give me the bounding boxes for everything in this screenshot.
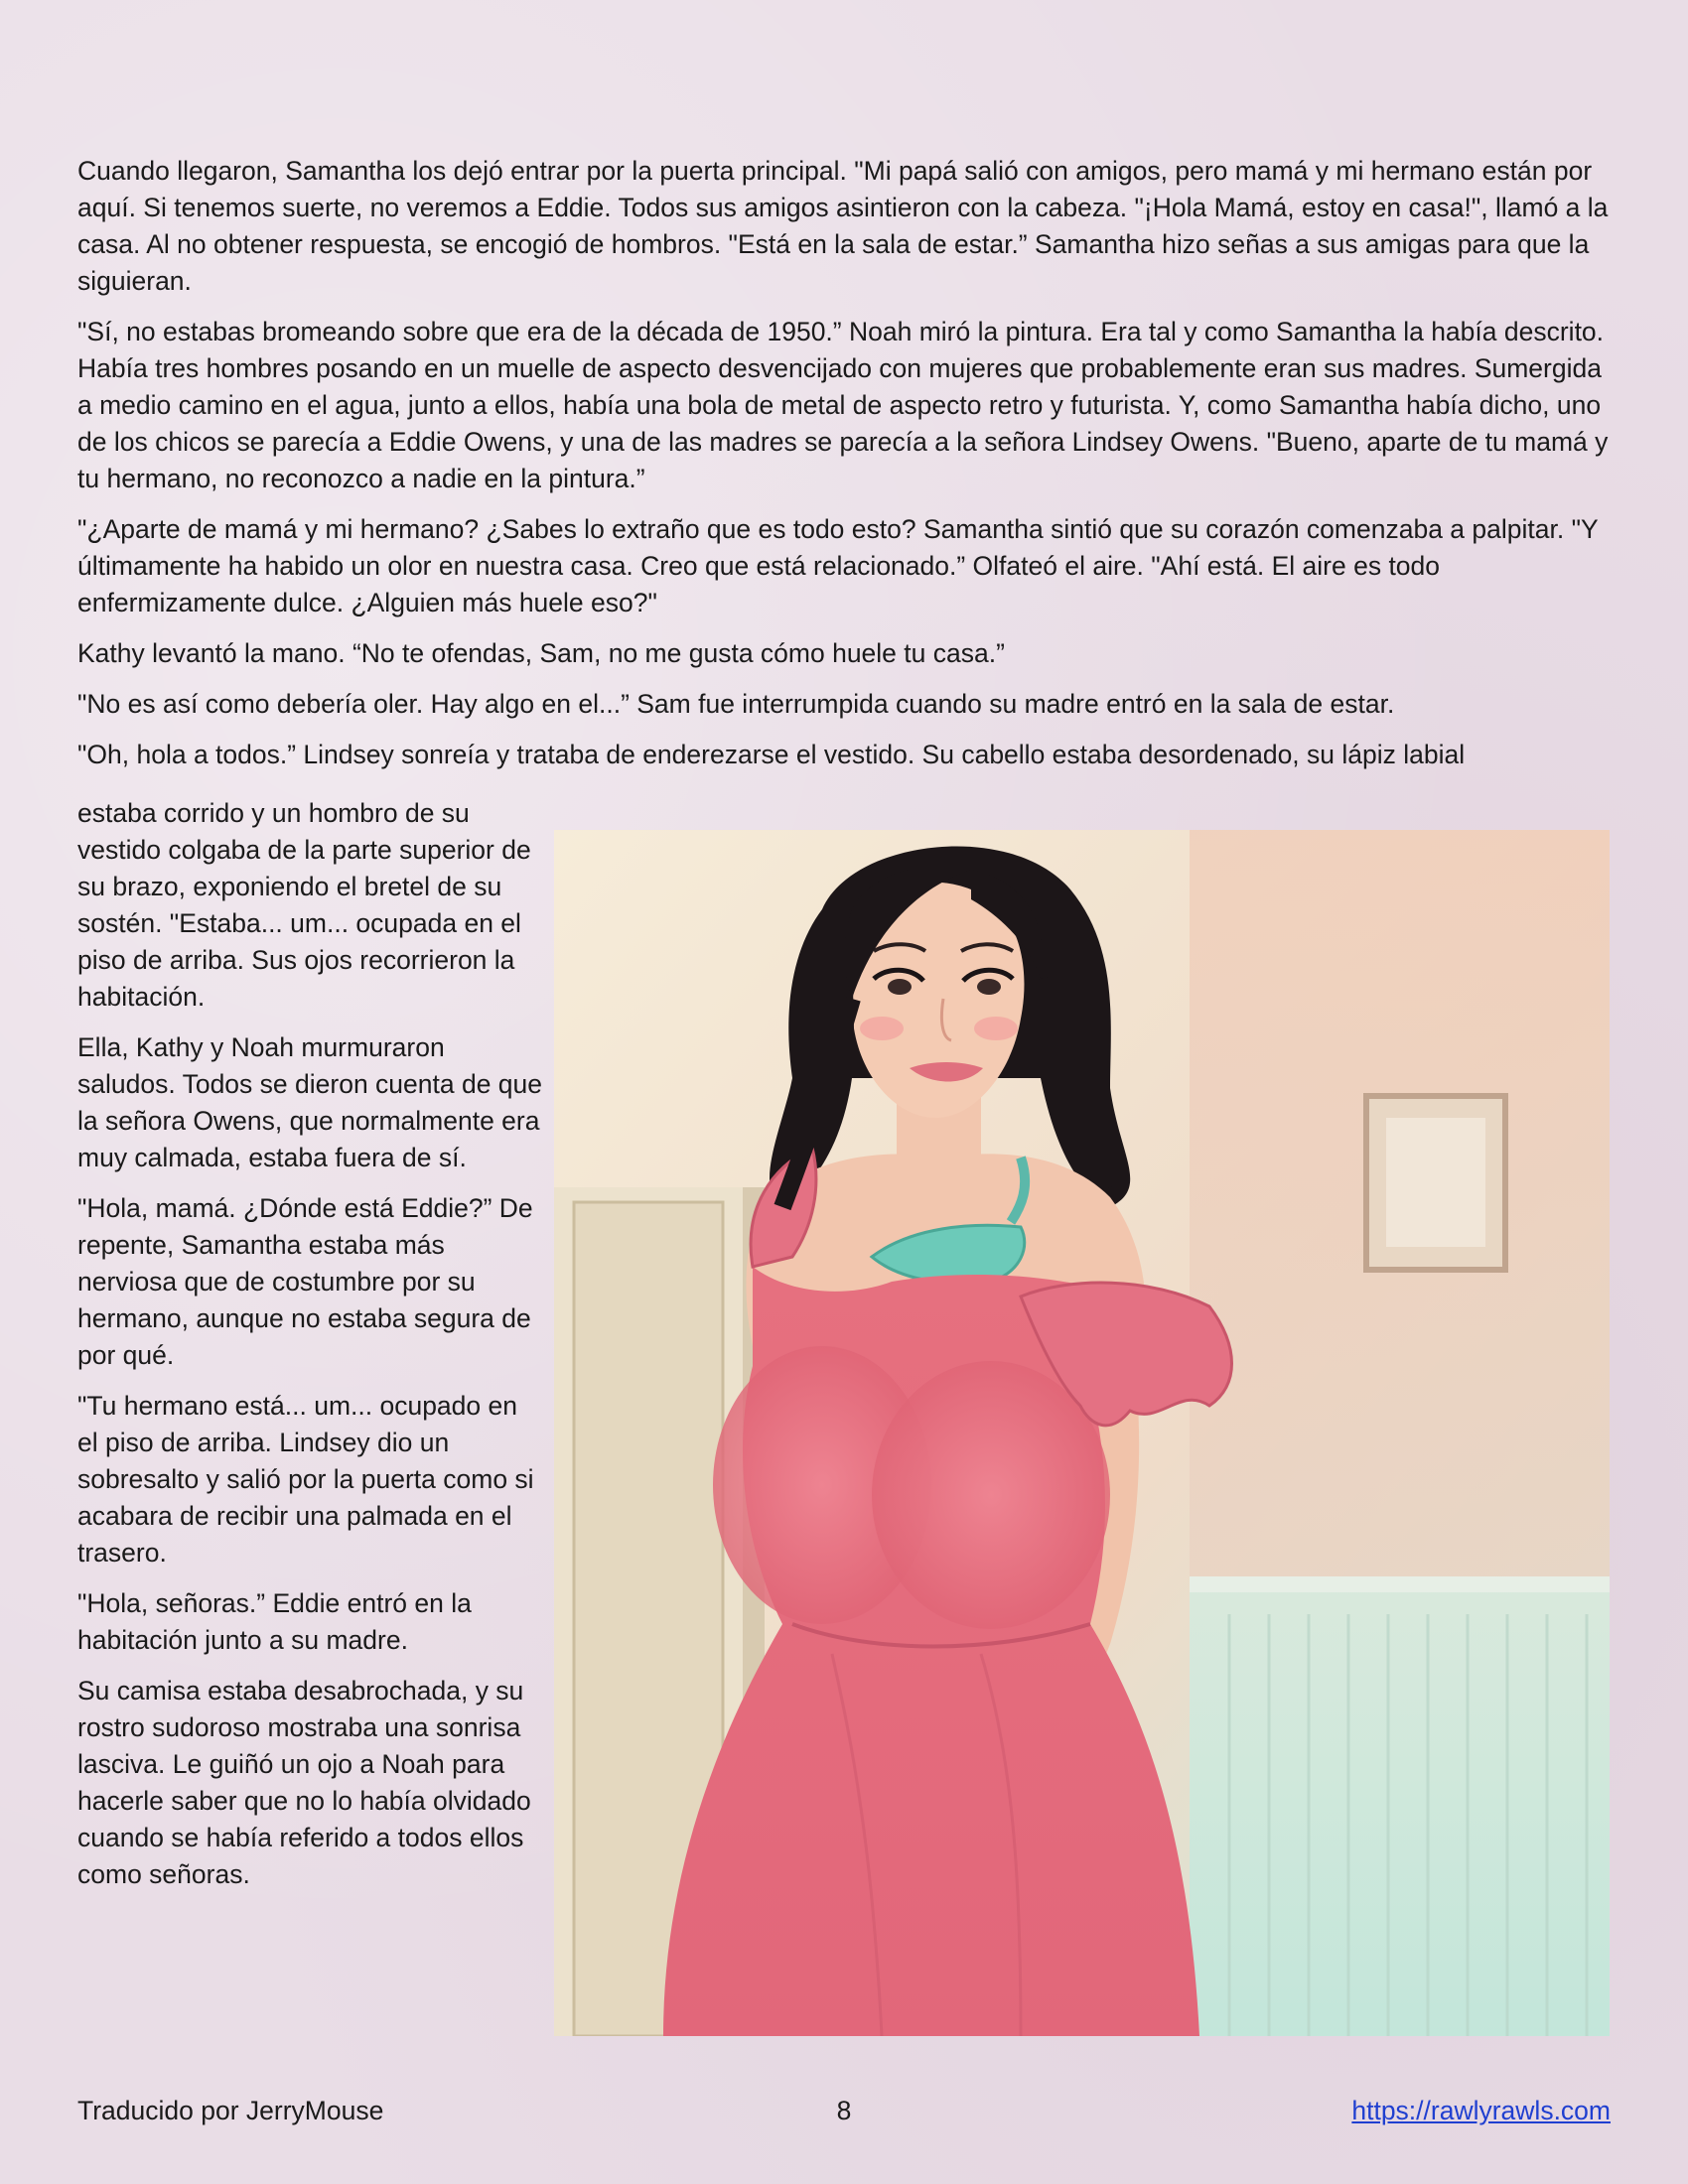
- paragraph: "Hola, señoras.” Eddie entró en la habitación junto a su madre.: [77, 1588, 472, 1655]
- paragraph: estaba corrido y un hombro de su vestido colgaba de la parte superior de su brazo, exponiendo el bretel de su sostén. "Estaba... um... ocupada en el piso de arriba. Sus ojos recorrieron la habitación.: [77, 798, 531, 1012]
- paragraph: "Sí, no estabas bromeando sobre que era de la década de 1950.” Noah miró la pintura. Era tal y como Samantha la había descrito. Había tres hombres posando en un muelle de aspecto desvencijado con mujeres que probablemente eran sus madres. Sumergida a medio camino en el agua, junto a ellos, había una bola de metal de aspecto retro y futurista. Y, como Samantha había dicho, uno de los chicos se parecía a Eddie Owens, y una de las madres se parecía a la señora Lindsey Owens. "Bueno, aparte de tu mamá y tu hermano, no reconozco a nadie en la pintura.”: [77, 317, 1609, 493]
- paragraph: "Hola, mamá. ¿Dónde está Eddie?” De repente, Samantha estaba más nerviosa que de costumbre por su hermano, aunque no estaba segura de por qué.: [77, 1193, 533, 1370]
- paragraph: Su camisa estaba desabrochada, y su rostro sudoroso mostraba una sonrisa lasciva. Le guiñó un ojo a Noah para hacerle saber que no lo había olvidado cuando se había referido a todos ellos como señoras.: [77, 1676, 531, 1889]
- paragraph: Ella, Kathy y Noah murmuraron saludos. Todos se dieron cuenta de que la señora Owens, que normalmente era muy calmada, estaba fuera de sí.: [77, 1032, 543, 1172]
- paragraph: "Oh, hola a todos.” Lindsey sonreía y trataba de enderezarse el vestido. Su cabello estaba desordenado, su lápiz labial: [77, 740, 1466, 769]
- paragraph: Kathy levantó la mano. “No te ofendas, Sam, no me gusta cómo huele tu casa.”: [77, 638, 1005, 668]
- character-illustration: [554, 830, 1610, 2036]
- paragraph: "¿Aparte de mamá y mi hermano? ¿Sabes lo extraño que es todo esto? Samantha sintió que su corazón comenzaba a palpitar. "Y últimamente ha habido un olor en nuestra casa. Creo que está relacionado.” Olfateó el aire. "Ahí está. El aire es todo enfermizamente dulce. ¿Alguien más huele eso?": [77, 514, 1599, 617]
- page-footer: [77, 2093, 1611, 2128]
- translator-credit: Traducido por JerryMouse: [77, 2096, 384, 2125]
- main-text: [77, 153, 1612, 787]
- paragraph: "Tu hermano está... um... ocupado en el piso de arriba. Lindsey dio un sobresalto y salió por la puerta como si acabara de recibir una palmada en el trasero.: [77, 1391, 534, 1568]
- page-number: 8: [836, 2096, 852, 2125]
- wrapped-text-column: [77, 795, 544, 1907]
- paragraph: "No es así como debería oler. Hay algo en el...” Sam fue interrumpida cuando su madre entró en la sala de estar.: [77, 689, 1395, 719]
- paragraph: Cuando llegaron, Samantha los dejó entrar por la puerta principal. "Mi papá salió con amigos, pero mamá y mi hermano están por aquí. Si tenemos suerte, no veremos a Eddie. Todos sus amigos asintieron con la cabeza. "¡Hola Mamá, estoy en casa!", llamó a la casa. Al no obtener respuesta, se encogió de hombros. "Está en la sala de estar.” Samantha hizo señas a sus amigas para que la siguieran.: [77, 156, 1609, 296]
- website-link[interactable]: https://rawlyrawls.com: [1351, 2096, 1611, 2125]
